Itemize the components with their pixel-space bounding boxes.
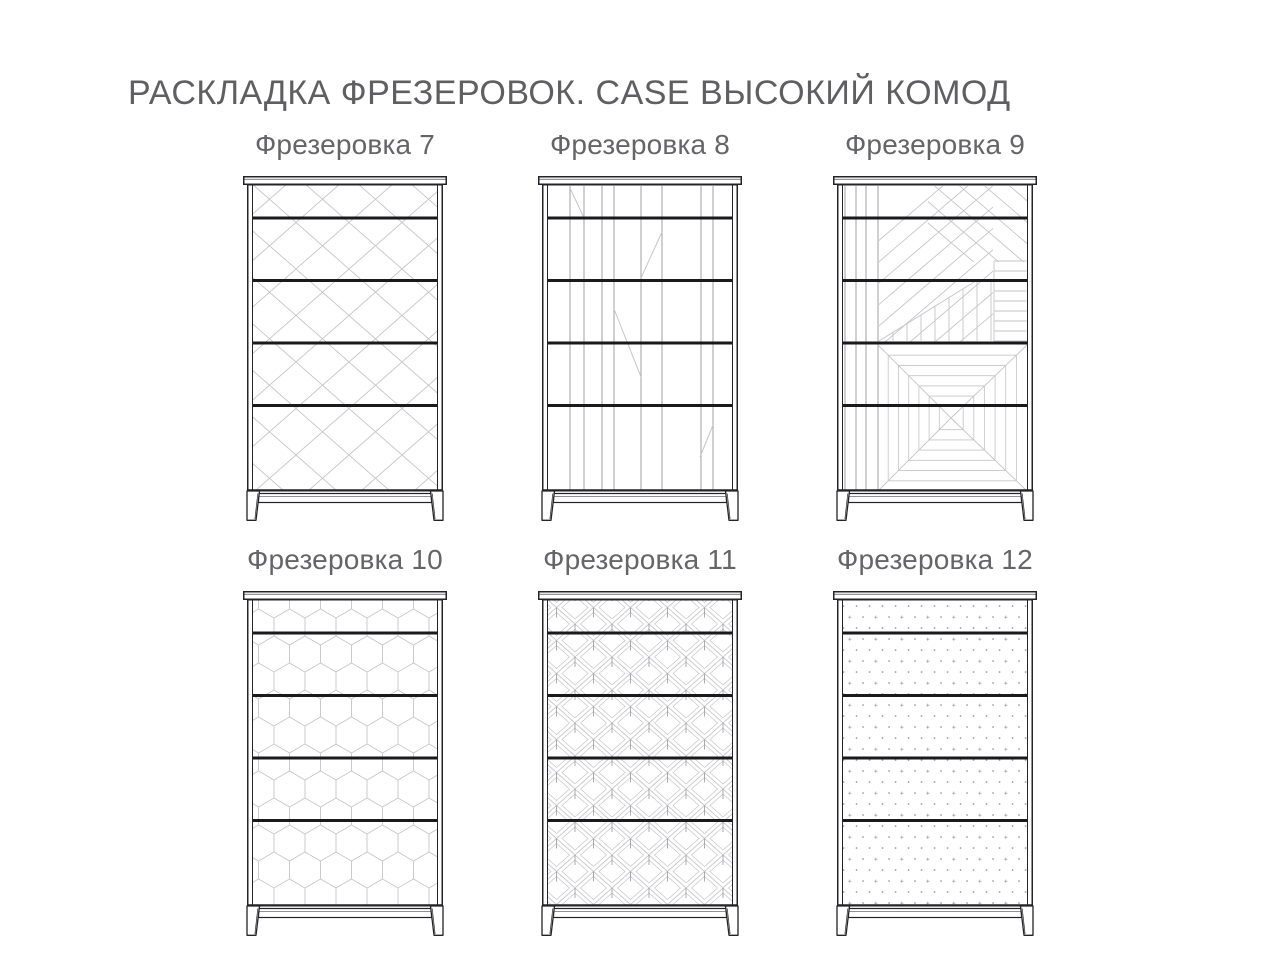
cabinet-figure-12 bbox=[833, 543, 1037, 936]
cabinet-label-12: Фрезеровка 12 bbox=[837, 544, 1033, 575]
cabinet-figure-8 bbox=[538, 128, 742, 521]
cabinet-drawing-11 bbox=[538, 591, 742, 936]
cabinet-drawing-7 bbox=[243, 176, 447, 521]
cabinet-figure-11 bbox=[538, 543, 742, 936]
cabinet-drawing-10 bbox=[243, 591, 447, 936]
cabinet-label-10: Фрезеровка 10 bbox=[247, 544, 443, 575]
cabinet-label-8: Фрезеровка 8 bbox=[549, 129, 731, 160]
cabinet-drawing-12 bbox=[833, 591, 1037, 936]
cabinet-label-9: Фрезеровка 9 bbox=[844, 129, 1026, 160]
cabinet-figure-9 bbox=[833, 128, 1037, 521]
page-title: РАСКЛАДКА ФРЕЗЕРОВОК. CASE ВЫСОКИЙ КОМОД bbox=[128, 74, 1011, 112]
cabinet-drawing-9 bbox=[833, 176, 1037, 521]
cabinet-drawing-8 bbox=[538, 176, 742, 521]
cabinet-label-11: Фрезеровка 11 bbox=[543, 544, 737, 575]
cabinet-label-7: Фрезеровка 7 bbox=[254, 129, 436, 160]
cabinet-figure-7 bbox=[243, 128, 447, 521]
cabinet-figure-10 bbox=[243, 543, 447, 936]
